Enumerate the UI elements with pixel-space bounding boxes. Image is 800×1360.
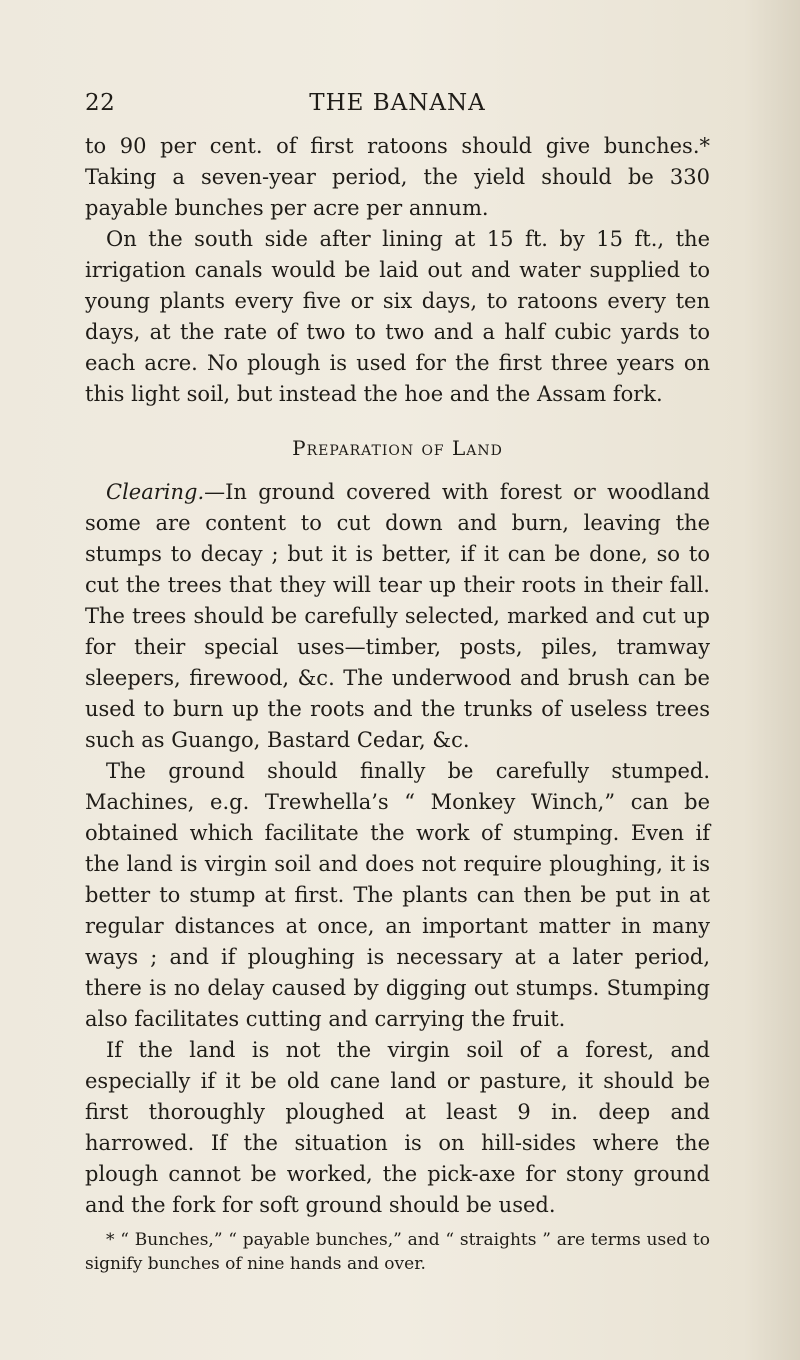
footnote: * “ Bunches,” “ payable bunches,” and “ straights ” are terms used to signify bunches of nine hands and over. <box>85 1230 710 1274</box>
paragraph: On the south side after lining at 15 ft. by 15 ft., the irrigation canals would be laid out and water supplied to young plants every five or six days, to ratoons every ten days, at the rate of two to two and a half cubic yards to each acre. No plough is used for the first three years on this light soil, but instead the hoe and the Assam fork. <box>85 227 710 406</box>
page-header <box>85 90 710 126</box>
paragraph-text: —In ground covered with forest or woodland some are content to cut down and burn, leaving the stumps to decay ; but it is better, if it can be done, so to cut the trees that they will tear up their roots in their fall. The trees should be carefully selected, marked and cut up for their special uses—timber, posts, piles, tramway sleepers, firewood, &c. The underwood and brush can be used to burn up the roots and the trunks of useless trees such as Guango, Bastard Cedar, &c. <box>85 480 710 752</box>
running-head: THE BANANA <box>309 90 486 116</box>
section-heading: Preparation of Land <box>292 436 503 460</box>
run-in-title: Clearing. <box>106 480 205 504</box>
paragraph: The ground should finally be carefully stumped. Machines, e.g. Trewhella’s “ Monkey Winch,” can be obtained which facilitate the work of stumping. Even if the land is virgin soil and does not require ploughing, it is better to stump at first. The plants can then be put in at regular distances at once, an important matter in many ways ; and if ploughing is necessary at a later period, there is no delay caused by digging out stumps. Stumping also facilitates cutting and carrying the fruit. <box>85 759 710 1031</box>
page-body <box>85 131 710 1276</box>
paragraph <box>85 477 710 756</box>
paragraph: If the land is not the virgin soil of a forest, and especially if it be old cane land or pasture, it should be first thoroughly ploughed at least 9 in. deep and harrowed. If the situation is on hill-sides where the plough cannot be worked, the pick-axe for stony ground and the fork for soft ground should be used. <box>85 1038 710 1217</box>
page-number: 22 <box>85 90 116 116</box>
paragraph: to 90 per cent. of first ratoons should give bunches.* Taking a seven-year period, the yield should be 330 payable bunches per acre per annum. <box>85 134 710 220</box>
